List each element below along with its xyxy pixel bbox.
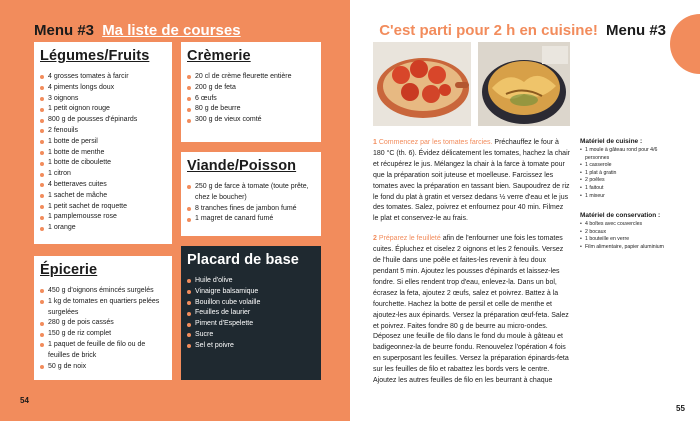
storage-equipment-list [580, 221, 672, 251]
list-item: 450 g d'oignons émincés surgelés [40, 286, 164, 297]
step-text: Préchauffez le four à 180 °C (th. 6). Évidez délicatement les tomates, hachez la chair et récupérez le jus. Mélangez la chair à la farce à tomate pour que la préparation soit juteuse et moelleuse. Farcissez les tomates avec la préparation en tassant bien. Saupoudrez de riz le fond du plat à gratin et versez dedans ½ verre d'eau et le jus des tomates. Salez, poivrez et enfournez pour 40 min. Filmez le plat et conservez-le au frais. [373, 139, 570, 223]
step-2 [373, 234, 570, 387]
list-item: 4 grosses tomates à farcir [40, 72, 164, 83]
list-item: 1 botte de ciboulette [40, 158, 164, 169]
step-label: Préparez le feuilleté [378, 235, 441, 243]
list-item: 1 orange [40, 223, 164, 234]
list-item: • 1 casserole [580, 162, 672, 170]
list-item: • 2 poêles [580, 177, 672, 185]
list-item: 3 oignons [40, 94, 164, 105]
list-item: 800 g de pousses d'épinards [40, 115, 164, 126]
list-item: 300 g de vieux comté [187, 115, 313, 126]
list-item: Vinaigre balsamique [187, 287, 313, 298]
list-item: 1 paquet de feuille de filo ou de feuilles de brick [40, 340, 164, 362]
list-item: • 2 bocaux [580, 229, 672, 237]
list-item: Piment d'Espelette [187, 319, 313, 330]
section-epicerie [34, 256, 172, 380]
list-item: Sucre [187, 330, 313, 341]
cooking-heading: C'est parti pour 2 h en cuisine! [379, 22, 598, 39]
list-item: • 4 boîtes avec couvercles [580, 221, 672, 229]
list-item: Bouillon cube volaille [187, 298, 313, 309]
kitchen-equipment-list [580, 147, 672, 200]
section-placard [181, 246, 321, 380]
list-item: 1 botte de menthe [40, 148, 164, 159]
step-number: 2 [373, 235, 377, 243]
item-list [187, 72, 313, 126]
decorative-circle [670, 14, 700, 74]
page-number: 55 [676, 404, 685, 413]
list-item: 150 g de riz complet [40, 329, 164, 340]
page-number: 54 [20, 396, 29, 405]
list-item: 4 piments longs doux [40, 83, 164, 94]
list-item: 2 fenouils [40, 126, 164, 137]
item-list [40, 286, 164, 372]
list-item: 4 betteraves cuites [40, 180, 164, 191]
item-list [187, 182, 313, 225]
list-item: Huile d'olive [187, 276, 313, 287]
step-number: 1 [373, 139, 377, 146]
feuillete-photo [478, 42, 570, 126]
list-item: Sel et poivre [187, 341, 313, 352]
section-cremerie [181, 42, 321, 142]
list-item: 200 g de feta [187, 83, 313, 94]
list-item: 50 g de noix [40, 362, 164, 373]
right-menu-title [379, 22, 666, 39]
list-item: Feuilles de laurier [187, 308, 313, 319]
item-list [187, 276, 313, 352]
list-item: • 1 moule à gâteau rond pour 4/6 personnes [580, 147, 672, 162]
section-title: Placard de base [187, 252, 299, 268]
section-title: Épicerie [40, 262, 98, 278]
section-viande-poisson [181, 152, 321, 236]
list-item: 1 petit oignon rouge [40, 104, 164, 115]
equipment-column [580, 138, 672, 264]
step-label: Commencez par les tomates farcies. [378, 139, 493, 146]
section-title: Crèmerie [187, 48, 251, 64]
list-item: • 1 mixeur [580, 193, 672, 201]
item-list [40, 72, 164, 234]
menu-number: Menu #3 [34, 22, 95, 39]
list-item: 8 tranches fines de jambon fumé [187, 204, 313, 215]
list-item: 1 pamplemousse rose [40, 212, 164, 223]
list-item: 250 g de farce à tomate (toute prête, chez le boucher) [187, 182, 313, 204]
list-item: 1 petit sachet de roquette [40, 202, 164, 213]
shopping-list-title: Ma liste de courses [102, 22, 241, 39]
list-item: 80 g de beurre [187, 104, 313, 115]
list-item: • 1 plat à gratin [580, 170, 672, 178]
list-item: 20 cl de crème fleurette entière [187, 72, 313, 83]
section-title: Légumes/Fruits [40, 48, 150, 64]
recipe-instructions [373, 138, 570, 396]
list-item: 1 sachet de mâche [40, 191, 164, 202]
section-title: Viande/Poisson [187, 158, 297, 174]
kitchen-equipment-title: Matériel de cuisine : [580, 138, 643, 145]
list-item: 1 botte de persil [40, 137, 164, 148]
step-1 [373, 138, 570, 225]
list-item: • 1 faitout [580, 185, 672, 193]
left-menu-title [34, 22, 241, 39]
storage-equipment-title: Matériel de conservation : [580, 212, 661, 220]
stuffed-tomatoes-photo [373, 42, 471, 126]
menu-number: Menu #3 [605, 22, 666, 39]
list-item: 1 citron [40, 169, 164, 180]
list-item: 280 g de pois cassés [40, 318, 164, 329]
list-item: 1 kg de tomates en quartiers pelées surgelées [40, 297, 164, 319]
list-item: • 1 bouteille en verre [580, 236, 672, 244]
list-item: • Film alimentaire, papier aluminium [580, 244, 672, 252]
list-item: 1 magret de canard fumé [187, 214, 313, 225]
list-item: 6 œufs [187, 94, 313, 105]
section-legumes-fruits [34, 42, 172, 244]
step-text: afin de l'enfourner une fois les tomates cuites. Épluchez et ciselez 2 oignons et les 2 fenouils. Versez de l'huile dans une poêle et faites-les revenir à feu doux pendant 5 min. Ajoutez les pousses d'épinards et laissez-les fondre. Si elles rendent trop d'eau, enlevez-la. Dans un bol, écrasez la feta, ajoutez 2 œufs, salez et poivrez. Battez à la fourchette. Hachez la botte de persil et celle de menthe et ajoutez-les aux épinards. Versez la préparation œuf-feta. Salez et poivrez. Faites fondre 80 g de beurre au micro-ondes. Déposez une feuille de filo dans le fond du moule à gâteau et badigeonnez-la de beurre fondu. Renouvelez l'opération 4 fois en superposant les feuilles. Versez la préparation épinards-feta sur les feuilles de filo et rabattez les bords vers le centre. Ajoutez les autres feuilles de filo en les beurrant à chaque [373, 235, 569, 385]
